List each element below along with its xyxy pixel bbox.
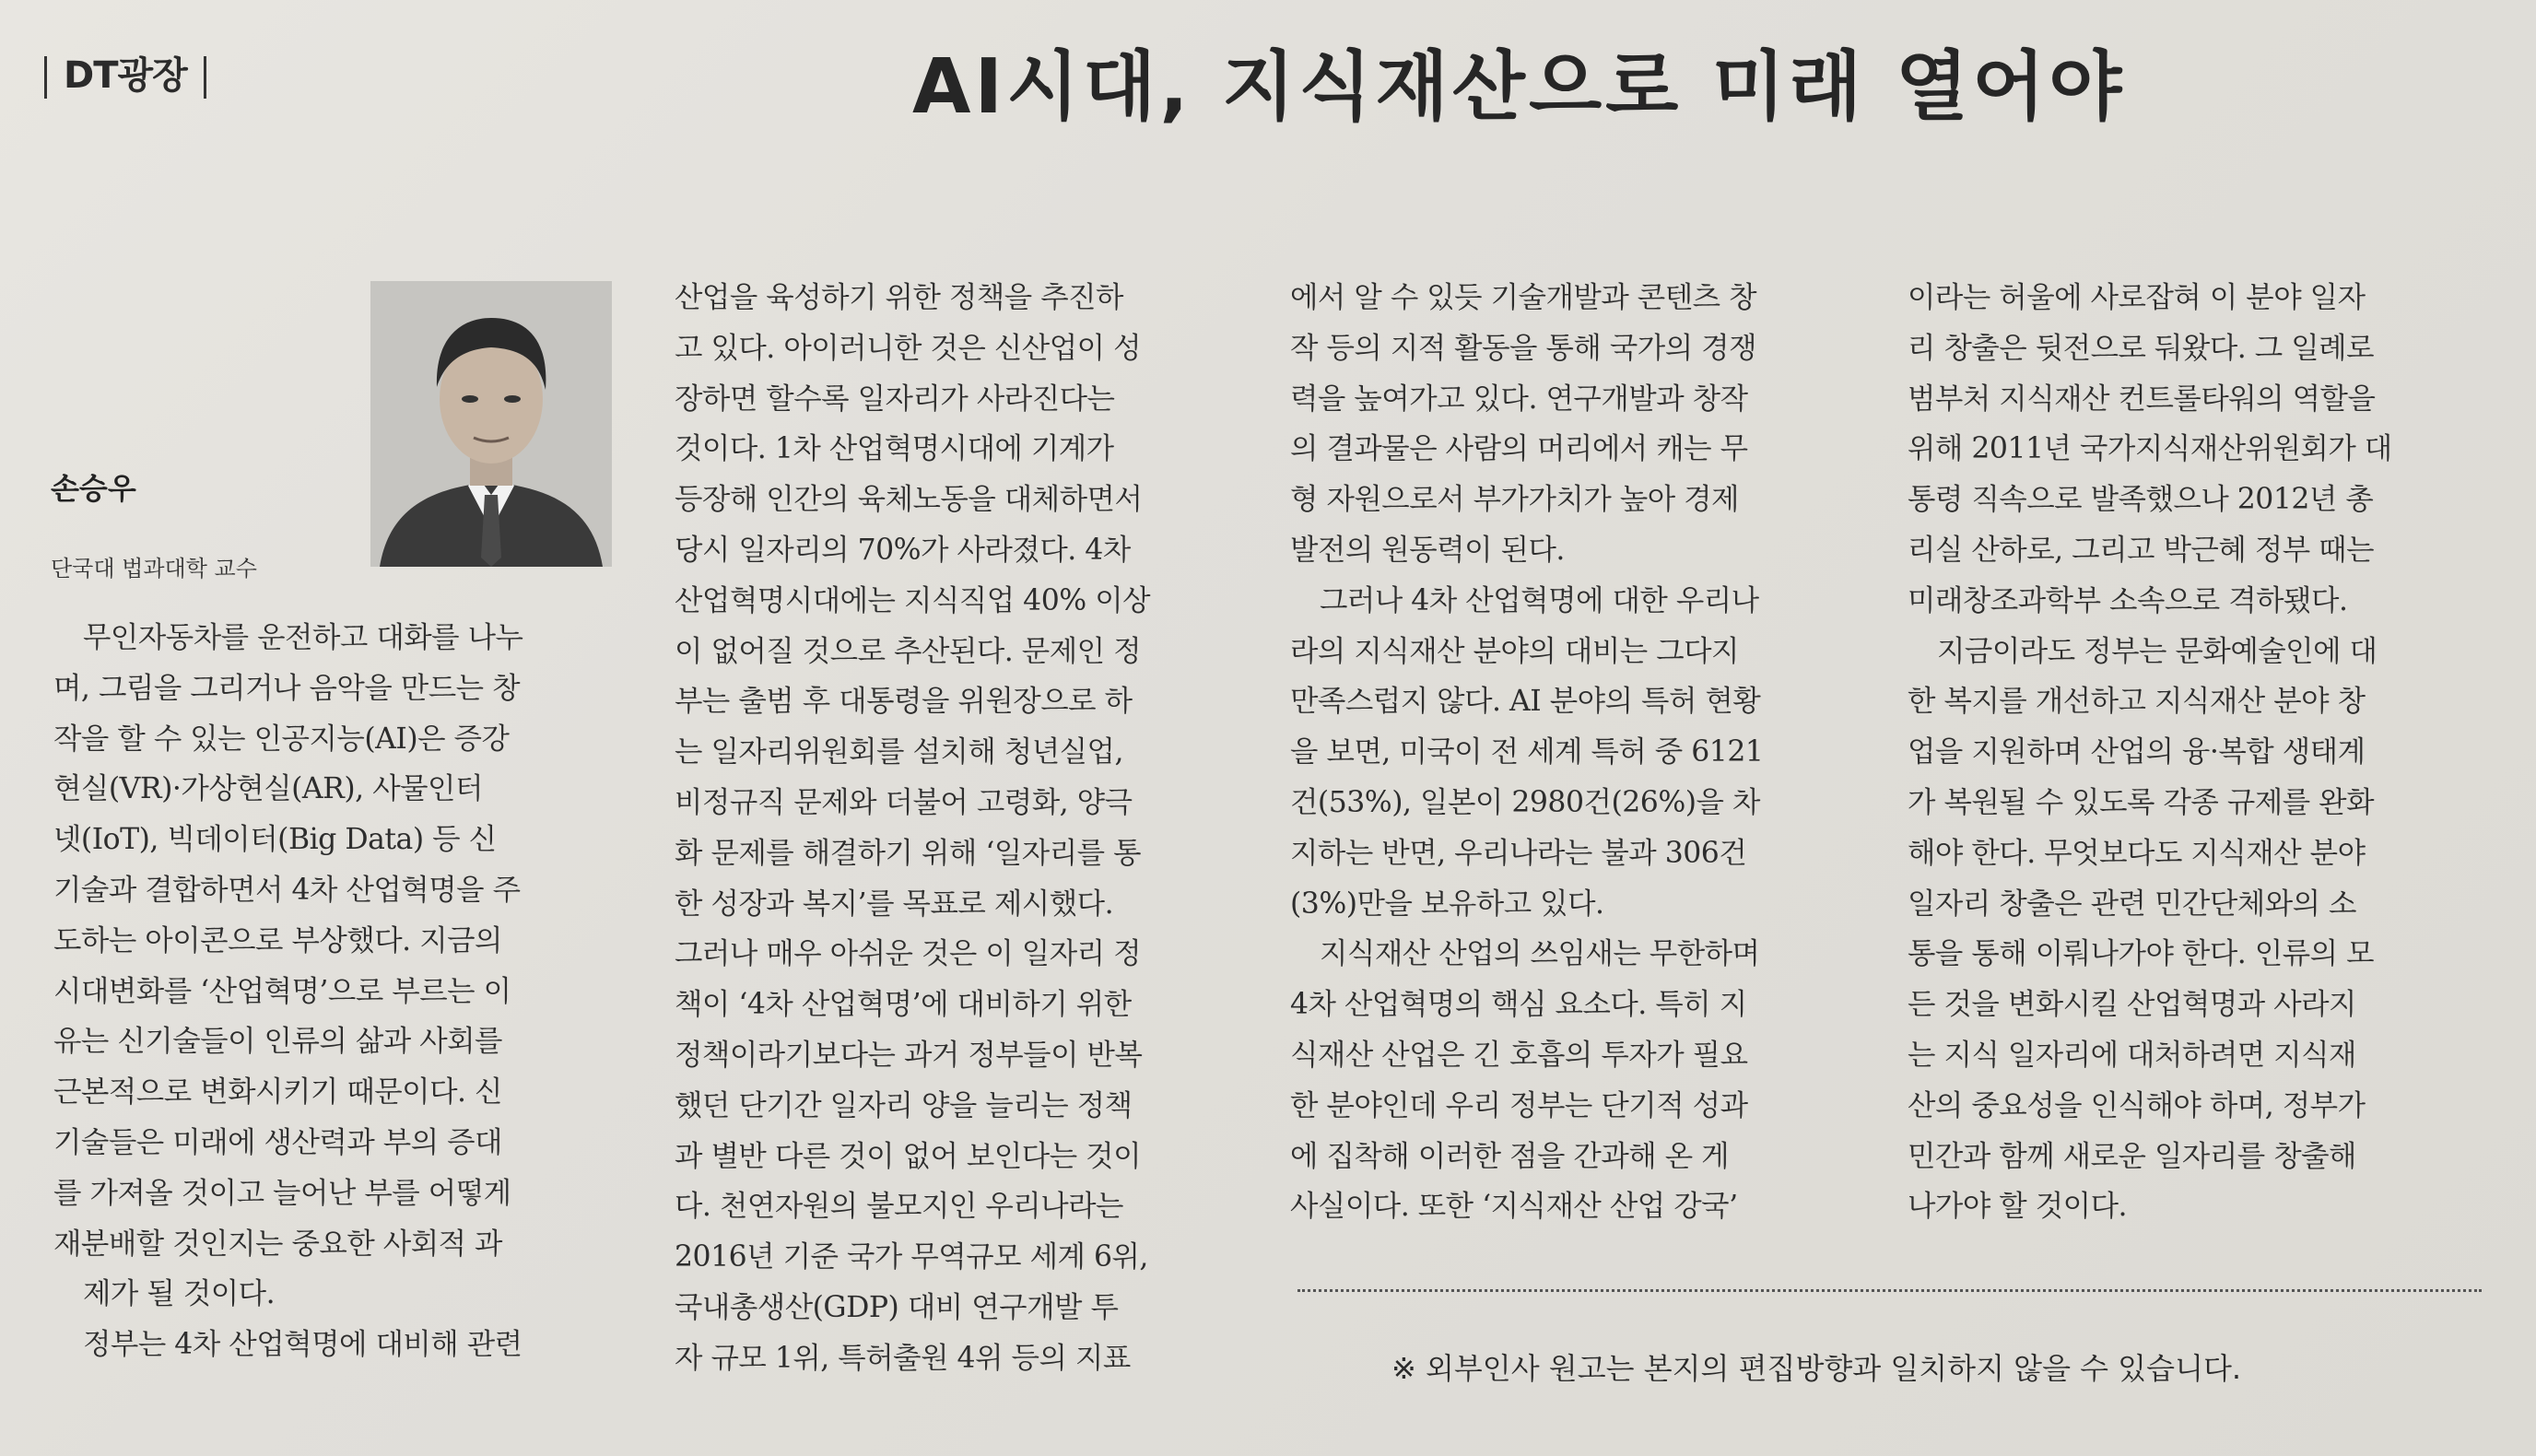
article-line: 한 성장과 복지’를 목표로 제시했다. [675, 887, 1114, 921]
article-line: 는 일자리위원회를 설치해 청년실업, [675, 735, 1123, 769]
article-line: 유는 신기술들이 인류의 삶과 사회를 [53, 1025, 502, 1059]
article-line: 국내총생산(GDP) 대비 연구개발 투 [675, 1290, 1119, 1324]
article-line: (3%)만을 보유하고 있다. [1290, 887, 1604, 921]
article-line: 지식재산 산업의 쓰임새는 무한하며 [1320, 937, 1760, 971]
article-line: 과 별반 다른 것이 없어 보인다는 것이 [675, 1139, 1142, 1173]
article-line: 4차 산업혁명의 핵심 요소다. 특히 지 [1290, 988, 1747, 1022]
article-line: 가 복원될 수 있도록 각종 규제를 완화 [1908, 785, 2375, 819]
article-line: 기술과 결합하면서 4차 산업혁명을 주 [53, 873, 521, 907]
article-line: 이라는 허울에 사로잡혀 이 분야 일자 [1908, 281, 2366, 314]
article-line: 도하는 아이콘으로 부상했다. 지금의 [53, 923, 502, 957]
article-line: 산업을 육성하기 위한 정책을 추진하 [675, 281, 1123, 314]
article-line: 자 규모 1위, 특허출원 4위 등의 지표 [675, 1341, 1131, 1375]
headline: AI시대, 지식재산으로 미래 열어야 [912, 43, 2126, 131]
article-line: 그러나 4차 산업혁명에 대한 우리나 [1320, 583, 1759, 617]
article-line: 범부처 지식재산 컨트롤타워의 역할을 [1908, 382, 2376, 416]
article-line: 만족스럽지 않다. AI 분야의 특허 현황 [1290, 685, 1761, 719]
article-line: 민간과 함께 새로운 일자리를 창출해 [1908, 1139, 2356, 1173]
article-line: 든 것을 변화시킬 산업혁명과 사라지 [1908, 988, 2356, 1022]
article-line: 근본적으로 변화시키기 때문이다. 신 [53, 1075, 502, 1110]
article-line: 것이다. 1차 산업혁명시대에 기계가 [675, 432, 1114, 466]
article-line: 지금이라도 정부는 문화예술인에 대 [1937, 634, 2378, 668]
article-line: 형 자원으로서 부가가치가 높아 경제 [1290, 483, 1739, 517]
article-line: 의 결과물은 사람의 머리에서 캐는 무 [1290, 432, 1748, 466]
article-line: 리실 산하로, 그리고 박근혜 정부 때는 [1908, 533, 2375, 567]
disclaimer-notice: ※ 외부인사 원고는 본지의 편집방향과 일치하지 않을 수 있습니다. [1391, 1351, 2242, 1386]
article-line: 일자리 창출은 관련 민간단체와의 소 [1908, 887, 2356, 921]
author-name: 손승우 [51, 471, 136, 506]
article-line: 에서 알 수 있듯 기술개발과 콘텐츠 창 [1290, 281, 1757, 314]
article-line: 재분배할 것인지는 중요한 사회적 과 [53, 1227, 502, 1261]
dotted-separator [1297, 1289, 2482, 1292]
article-line: 지하는 반면, 우리나라는 불과 306건 [1290, 836, 1747, 870]
article-line: 그러나 매우 아쉬운 것은 이 일자리 정 [675, 937, 1142, 971]
article-column-4 [1908, 273, 2488, 1232]
article-line: 부는 출범 후 대통령을 위원장으로 하 [675, 685, 1133, 719]
divider [44, 56, 47, 99]
article-line: 했던 단기간 일자리 양을 늘리는 정책 [675, 1088, 1133, 1122]
article-line: 위해 2011년 국가지식재산위원회가 대 [1908, 432, 2392, 466]
author-portrait-image [370, 281, 612, 567]
article-line: 력을 높여가고 있다. 연구개발과 창작 [1290, 382, 1748, 416]
article-line: 당시 일자리의 70%가 사라졌다. 4차 [675, 533, 1131, 567]
article-line: 2016년 기준 국가 무역규모 세계 6위, [675, 1240, 1148, 1274]
article-line: 건(53%), 일본이 2980건(26%)을 차 [1290, 785, 1760, 819]
article-line: 해야 한다. 무엇보다도 지식재산 분야 [1908, 836, 2366, 870]
author-photo [370, 281, 612, 567]
article-line: 책이 ‘4차 산업혁명’에 대비하기 위한 [675, 988, 1132, 1022]
article-line: 는 지식 일자리에 대처하려면 지식재 [1908, 1038, 2356, 1072]
article-line: 정부는 4차 산업혁명에 대비해 관련 [83, 1328, 522, 1362]
article-line: 발전의 원동력이 된다. [1290, 533, 1565, 567]
article-line: 무인자동차를 운전하고 대화를 나누 [83, 621, 523, 654]
section-label [28, 46, 223, 99]
article-line: 현실(VR)·가상현실(AR), 사물인터 [53, 772, 483, 806]
article-line: 통령 직속으로 발족했으나 2012년 총 [1908, 483, 2374, 517]
author-title: 단국대 법과대학 교수 [51, 556, 257, 581]
article-line: 시대변화를 ‘산업혁명’으로 부르는 이 [53, 974, 511, 1008]
article-line: 식재산 산업은 긴 호흡의 투자가 필요 [1290, 1038, 1748, 1072]
article-line: 이 없어질 것으로 추산된다. 문제인 정 [675, 634, 1142, 668]
article-line: 장하면 할수록 일자리가 사라진다는 [675, 382, 1115, 416]
article-line: 기술들은 미래에 생산력과 부의 증대 [53, 1125, 502, 1159]
article-column-1 [53, 613, 625, 1370]
article-column-2 [675, 273, 1246, 1384]
article-line: 나가야 할 것이다. [1908, 1190, 2128, 1224]
article-line: 라의 지식재산 분야의 대비는 그다지 [1290, 634, 1739, 668]
article-line: 사실이다. 또한 ‘지식재산 산업 강국’ [1290, 1190, 1738, 1224]
article-line: 화 문제를 해결하기 위해 ‘일자리를 통 [675, 836, 1142, 870]
section-name: DT광장 [64, 54, 187, 97]
article-line: 정책이라기보다는 과거 정부들이 반복 [675, 1038, 1143, 1072]
article-line: 한 복지를 개선하고 지식재산 분야 창 [1908, 685, 2366, 719]
article-line: 미래창조과학부 소속으로 격하됐다. [1908, 583, 2348, 617]
article-line: 를 가져올 것이고 늘어난 부를 어떻게 [53, 1176, 511, 1210]
article-line: 리 창출은 뒷전으로 둬왔다. 그 일례로 [1908, 331, 2375, 365]
article-line: 통을 통해 이뤄나가야 한다. 인류의 모 [1908, 937, 2375, 971]
article-line: 제가 될 것이다. [83, 1277, 276, 1311]
article-line: 한 분야인데 우리 정부는 단기적 성과 [1290, 1088, 1748, 1122]
article-line: 고 있다. 아이러니한 것은 신산업이 성 [675, 331, 1142, 365]
article-line: 넷(IoT), 빅데이터(Big Data) 등 신 [53, 823, 497, 857]
article-line: 작 등의 지적 활동을 통해 국가의 경쟁 [1290, 331, 1757, 365]
article-line: 산업혁명시대에는 지식직업 40% 이상 [675, 583, 1151, 617]
article-line: 등장해 인간의 육체노동을 대체하면서 [675, 483, 1143, 517]
article-line: 에 집착해 이러한 점을 간과해 온 게 [1290, 1139, 1730, 1173]
divider [204, 56, 206, 99]
article-line: 업을 지원하며 산업의 융·복합 생태계 [1908, 735, 2366, 769]
article-line: 비정규직 문제와 더불어 고령화, 양극 [675, 785, 1133, 819]
article-column-3 [1290, 273, 1861, 1232]
article-line: 을 보면, 미국이 전 세계 특허 중 6121 [1290, 735, 1764, 769]
article-line: 작을 할 수 있는 인공지능(AI)은 증강 [53, 722, 510, 756]
article-line: 며, 그림을 그리거나 음악을 만드는 창 [53, 671, 521, 705]
article-line: 다. 천연자원의 불모지인 우리나라는 [675, 1190, 1123, 1224]
article-line: 산의 중요성을 인식해야 하며, 정부가 [1908, 1088, 2366, 1122]
